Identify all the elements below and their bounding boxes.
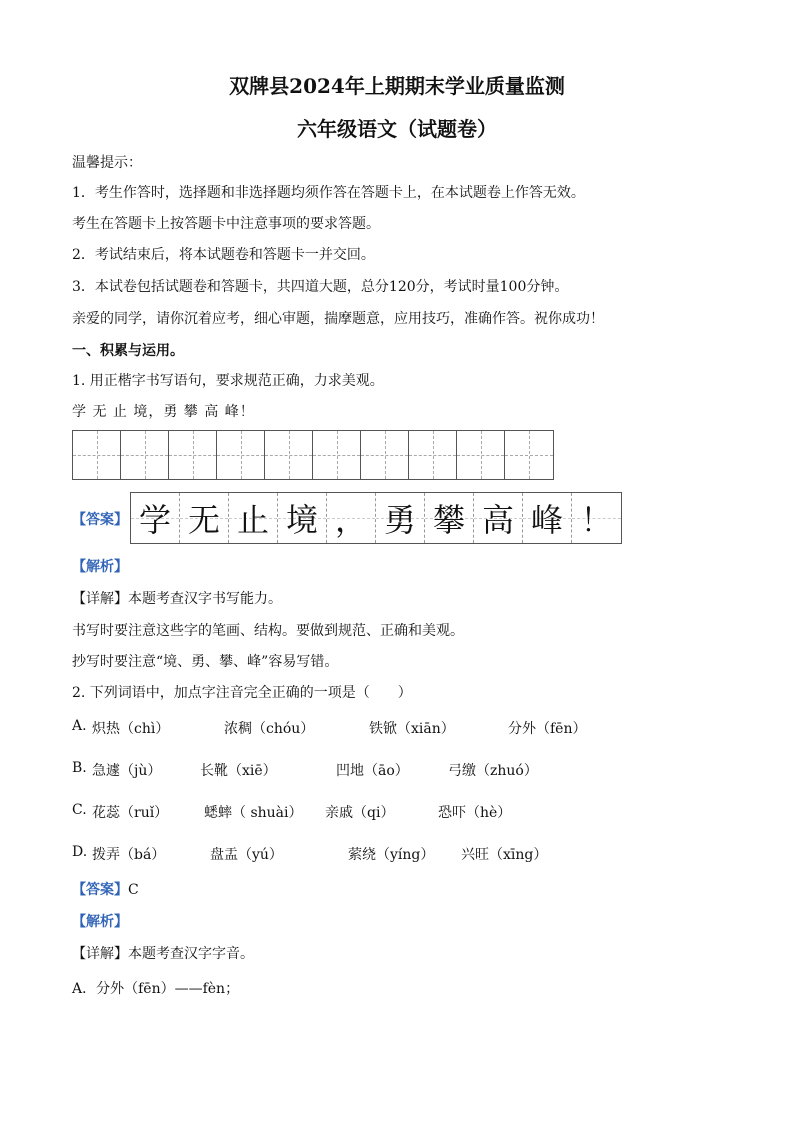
answer-cell: ， bbox=[327, 493, 376, 543]
q1-detail bbox=[72, 588, 282, 608]
answer-cell: 止 bbox=[229, 493, 278, 543]
q1-detail-tag: 【详解】 bbox=[72, 591, 128, 607]
q1-detail-text: 本题考查汉字书写能力。 bbox=[128, 591, 282, 607]
answer-cell: 高 bbox=[474, 493, 523, 543]
option-c-label: C. bbox=[72, 802, 87, 818]
grid-cell bbox=[73, 431, 121, 479]
grid-cell bbox=[169, 431, 217, 479]
grid-cell bbox=[313, 431, 361, 479]
option-b-item: 凹地（āo） bbox=[336, 763, 409, 779]
option-c-item: 花蕊（ruǐ） bbox=[92, 805, 169, 821]
writing-grid bbox=[72, 430, 554, 480]
q2-answer bbox=[72, 879, 139, 899]
q1-stem: 1. 用正楷字书写语句，要求规范正确，力求美观。 bbox=[72, 373, 384, 389]
option-c-item: 亲戚（qi） bbox=[325, 805, 395, 821]
option-b-item: 急遽（jù） bbox=[92, 763, 162, 779]
tips-line-5: 亲爱的同学，请你沉着应考，细心审题，揣摩题意，应用技巧，准确作答。祝你成功！ bbox=[72, 311, 604, 327]
page-title: 双牌县2024年上期期末学业质量监测 bbox=[229, 74, 565, 98]
tips-line-4: 3．本试卷包括试题卷和答题卡，共四道大题，总分120分，考试时量100分钟。 bbox=[72, 279, 569, 295]
q2-detail-tag: 【详解】 bbox=[72, 946, 128, 962]
grid-cell bbox=[505, 431, 553, 479]
option-b-item: 弓缴（zhuó） bbox=[448, 763, 538, 779]
option-d-item: 拨弄（bá） bbox=[92, 847, 166, 863]
answer-cell: 学 bbox=[131, 493, 180, 543]
option-d-label: D. bbox=[72, 844, 88, 860]
option-d-item: 兴旺（xīng） bbox=[461, 847, 548, 863]
answer-cell: 勇 bbox=[376, 493, 425, 543]
option-a-item: 浓稠（chóu） bbox=[224, 721, 315, 737]
option-c-item: 蟋蟀（ shuài） bbox=[204, 805, 303, 821]
answer-cell: 攀 bbox=[425, 493, 474, 543]
option-b-item: 长靴（xiē） bbox=[200, 763, 277, 779]
option-d-item: 盘盂（yú） bbox=[210, 847, 283, 863]
tips-heading: 温馨提示： bbox=[72, 155, 142, 171]
q1-answer-tag: 【答案】 bbox=[72, 512, 128, 528]
grid-cell bbox=[409, 431, 457, 479]
answer-cell: 峰 bbox=[523, 493, 572, 543]
q2-analysis-tag: 【解析】 bbox=[72, 914, 128, 930]
q1-sentence: 学 无 止 境，勇 攀 高 峰！ bbox=[72, 404, 255, 420]
option-a-item: 分外（fēn） bbox=[508, 721, 587, 737]
answer-cell: 无 bbox=[180, 493, 229, 543]
q1-line-3: 抄写时要注意“境、勇、攀、峰”容易写错。 bbox=[72, 654, 339, 670]
tips-line-1: 1．考生作答时，选择题和非选择题均须作答在答题卡上，在本试题卷上作答无效。 bbox=[72, 185, 585, 201]
option-d-item: 萦绕（yíng） bbox=[348, 847, 435, 863]
q1-line-2: 书写时要注意这些字的笔画、结构。要做到规范、正确和美观。 bbox=[72, 623, 464, 639]
answer-cell: ！ bbox=[572, 493, 621, 543]
section-heading: 一、积累与运用。 bbox=[72, 343, 184, 359]
q1-analysis-tag: 【解析】 bbox=[72, 559, 128, 575]
grid-cell bbox=[217, 431, 265, 479]
q2-answer-tag: 【答案】 bbox=[72, 882, 128, 898]
option-a-label: A. bbox=[72, 718, 87, 734]
q2-stem: 2. 下列词语中，加点字注音完全正确的一项是（ ） bbox=[72, 685, 412, 701]
q2-answer-value: C bbox=[128, 882, 139, 898]
grid-cell bbox=[121, 431, 169, 479]
option-a-item: 炽热（chì） bbox=[92, 721, 170, 737]
q2-line-a: A．分外（fēn）——fèn； bbox=[72, 981, 240, 997]
grid-cell bbox=[457, 431, 505, 479]
tips-line-2: 考生在答题卡上按答题卡中注意事项的要求答题。 bbox=[72, 216, 380, 232]
option-c-item: 恐吓（hè） bbox=[438, 805, 512, 821]
tips-line-3: 2．考试结束后，将本试题卷和答题卡一并交回。 bbox=[72, 247, 375, 263]
option-b-label: B. bbox=[72, 760, 87, 776]
answer-grid bbox=[130, 492, 622, 544]
q2-detail bbox=[72, 943, 254, 963]
option-a-item: 铁锨（xiān） bbox=[369, 721, 455, 737]
answer-cell: 境 bbox=[278, 493, 327, 543]
grid-cell bbox=[361, 431, 409, 479]
page-subtitle: 六年级语文（试题卷） bbox=[297, 117, 497, 141]
q2-detail-text: 本题考查汉字字音。 bbox=[128, 946, 254, 962]
grid-cell bbox=[265, 431, 313, 479]
